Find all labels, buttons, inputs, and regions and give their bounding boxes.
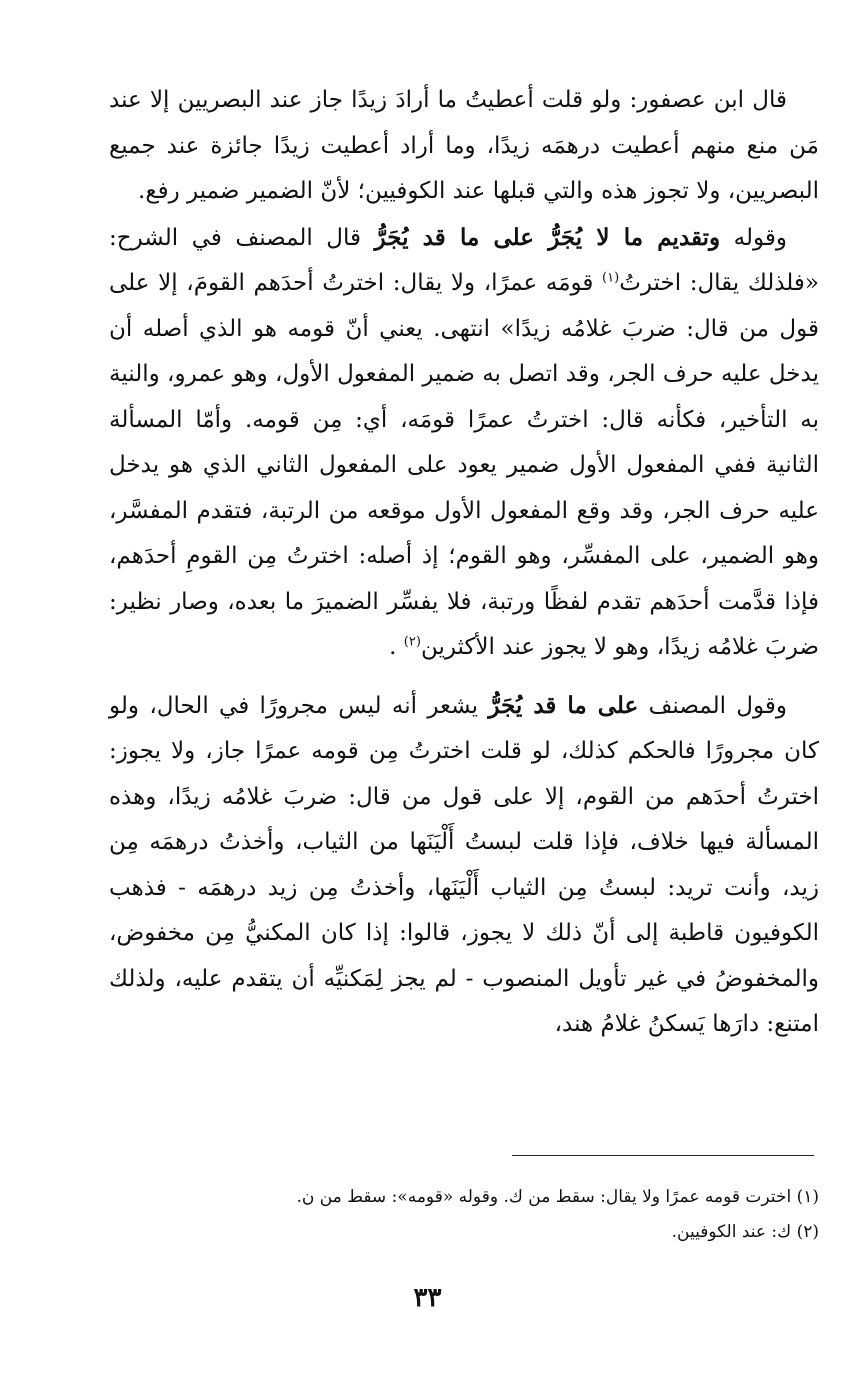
paragraph [109, 215, 819, 671]
text-run: قومَه عمرًا، ولا يقال: اخترتُ أحدَهم القومَ، إلا على قول من قال: ضربَ غلامُه زيدًا» انتهى. يعني أنّ قومه هو الذي أصله أن يدخل عليه حرف الجر، وقد اتصل به ضمير المفعول الأول، وهو عمرو، والنية به التأخير، فكأنه قال: اخترتُ عمرًا قومَه، أي: مِن قومه. وأمّا المسألة الثانية ففي المفعول الأول ضمير يعود على المفعول الثاني الذي هو يدخل عليه حرف الجر، وقد وقع المفعول الأول موقعه من الرتبة، فتقدم المفسَّر، وهو الضمير، على المفسِّر، وهو القوم؛ إذ أصله: اخترتُ مِن القومِ أحدَهم، فإذا قدَّمت أحدَهم تقدم لفظًا ورتبة، فلا يفسِّر الضميرَ ما بعده، وصار نظير: ضربَ غلامُه زيدًا، وهو لا يجوز عند الأكثرين [109, 270, 819, 660]
footnote-reference: (٢) [403, 634, 421, 650]
text-run: قال ابن عصفور: ولو قلت أعطيتُ ما أرادَ زيدًا جاز عند البصريين إلا عند مَن منع منهم أعطيت درهمَه زيدًا، وما أراد أعطيت زيدًا جائزة عند جميع البصريين، ولا تجوز هذه والتي قبلها عند الكوفيين؛ لأنّ الضمير ضمير رفع. [109, 87, 819, 204]
footnote-reference: (١) [602, 270, 620, 286]
footnote [109, 1215, 819, 1250]
quoted-text-bold: وتقديم ما لا يُجَرُّ على ما قد يُجَرُّ [374, 223, 721, 251]
paragraph [109, 683, 819, 1048]
footnote-number: (٢) [796, 1222, 819, 1242]
text-run: يشعر أنه ليس مجرورًا في الحال، ولو كان مجرورًا فالحكم كذلك، لو قلت اخترتُ مِن قومه عمرًا جاز، ولا يجوز: اخترتُ أحدَهم من القوم، إلا على قول من قال: ضربَ غلامُه زيدًا، وهذه المسألة فيها خلاف، فإذا قلت لبستُ أَلْيَنَها من الثياب، وأخذتُ درهمَه مِن زيد، وأنت تريد: لبستُ مِن الثياب أَلْيَنَها، وأخذتُ مِن زيد درهمَه - فذهب الكوفيون قاطبة إلى أنّ ذلك لا يجوز، قالوا: إذا كان المكنيُّ مِن مخفوض، والمخفوضُ في غير تأويل المنصوب - لم يجز لِمَكنيِّه أن يتقدم عليه، ولذلك امتنع: دارَها يَسكنُ غلامُ هند، [109, 692, 819, 1037]
quoted-text-bold: على ما قد يُجَرُّ [488, 691, 639, 719]
main-text-body [109, 78, 819, 1048]
footnote-text: اخترت قومه عمرًا ولا يقال: سقط من ك. وقوله «قومه»: سقط من ن. [296, 1187, 792, 1207]
footnotes-section [109, 1180, 819, 1250]
footnote-number: (١) [796, 1187, 819, 1207]
text-run: قال المصنف في الشرح: «فلذلك يقال: اخترتُ [109, 224, 819, 296]
paragraph [109, 78, 819, 215]
footnote-text: ك: عند الكوفيين. [671, 1222, 792, 1242]
footnote [109, 1180, 819, 1215]
text-run: . [389, 634, 404, 660]
text-run: وقوله [720, 224, 787, 251]
text-run: وقول المصنف [638, 692, 787, 719]
footnote-separator [512, 1155, 814, 1156]
page-number: ٣٣ [413, 1283, 442, 1313]
